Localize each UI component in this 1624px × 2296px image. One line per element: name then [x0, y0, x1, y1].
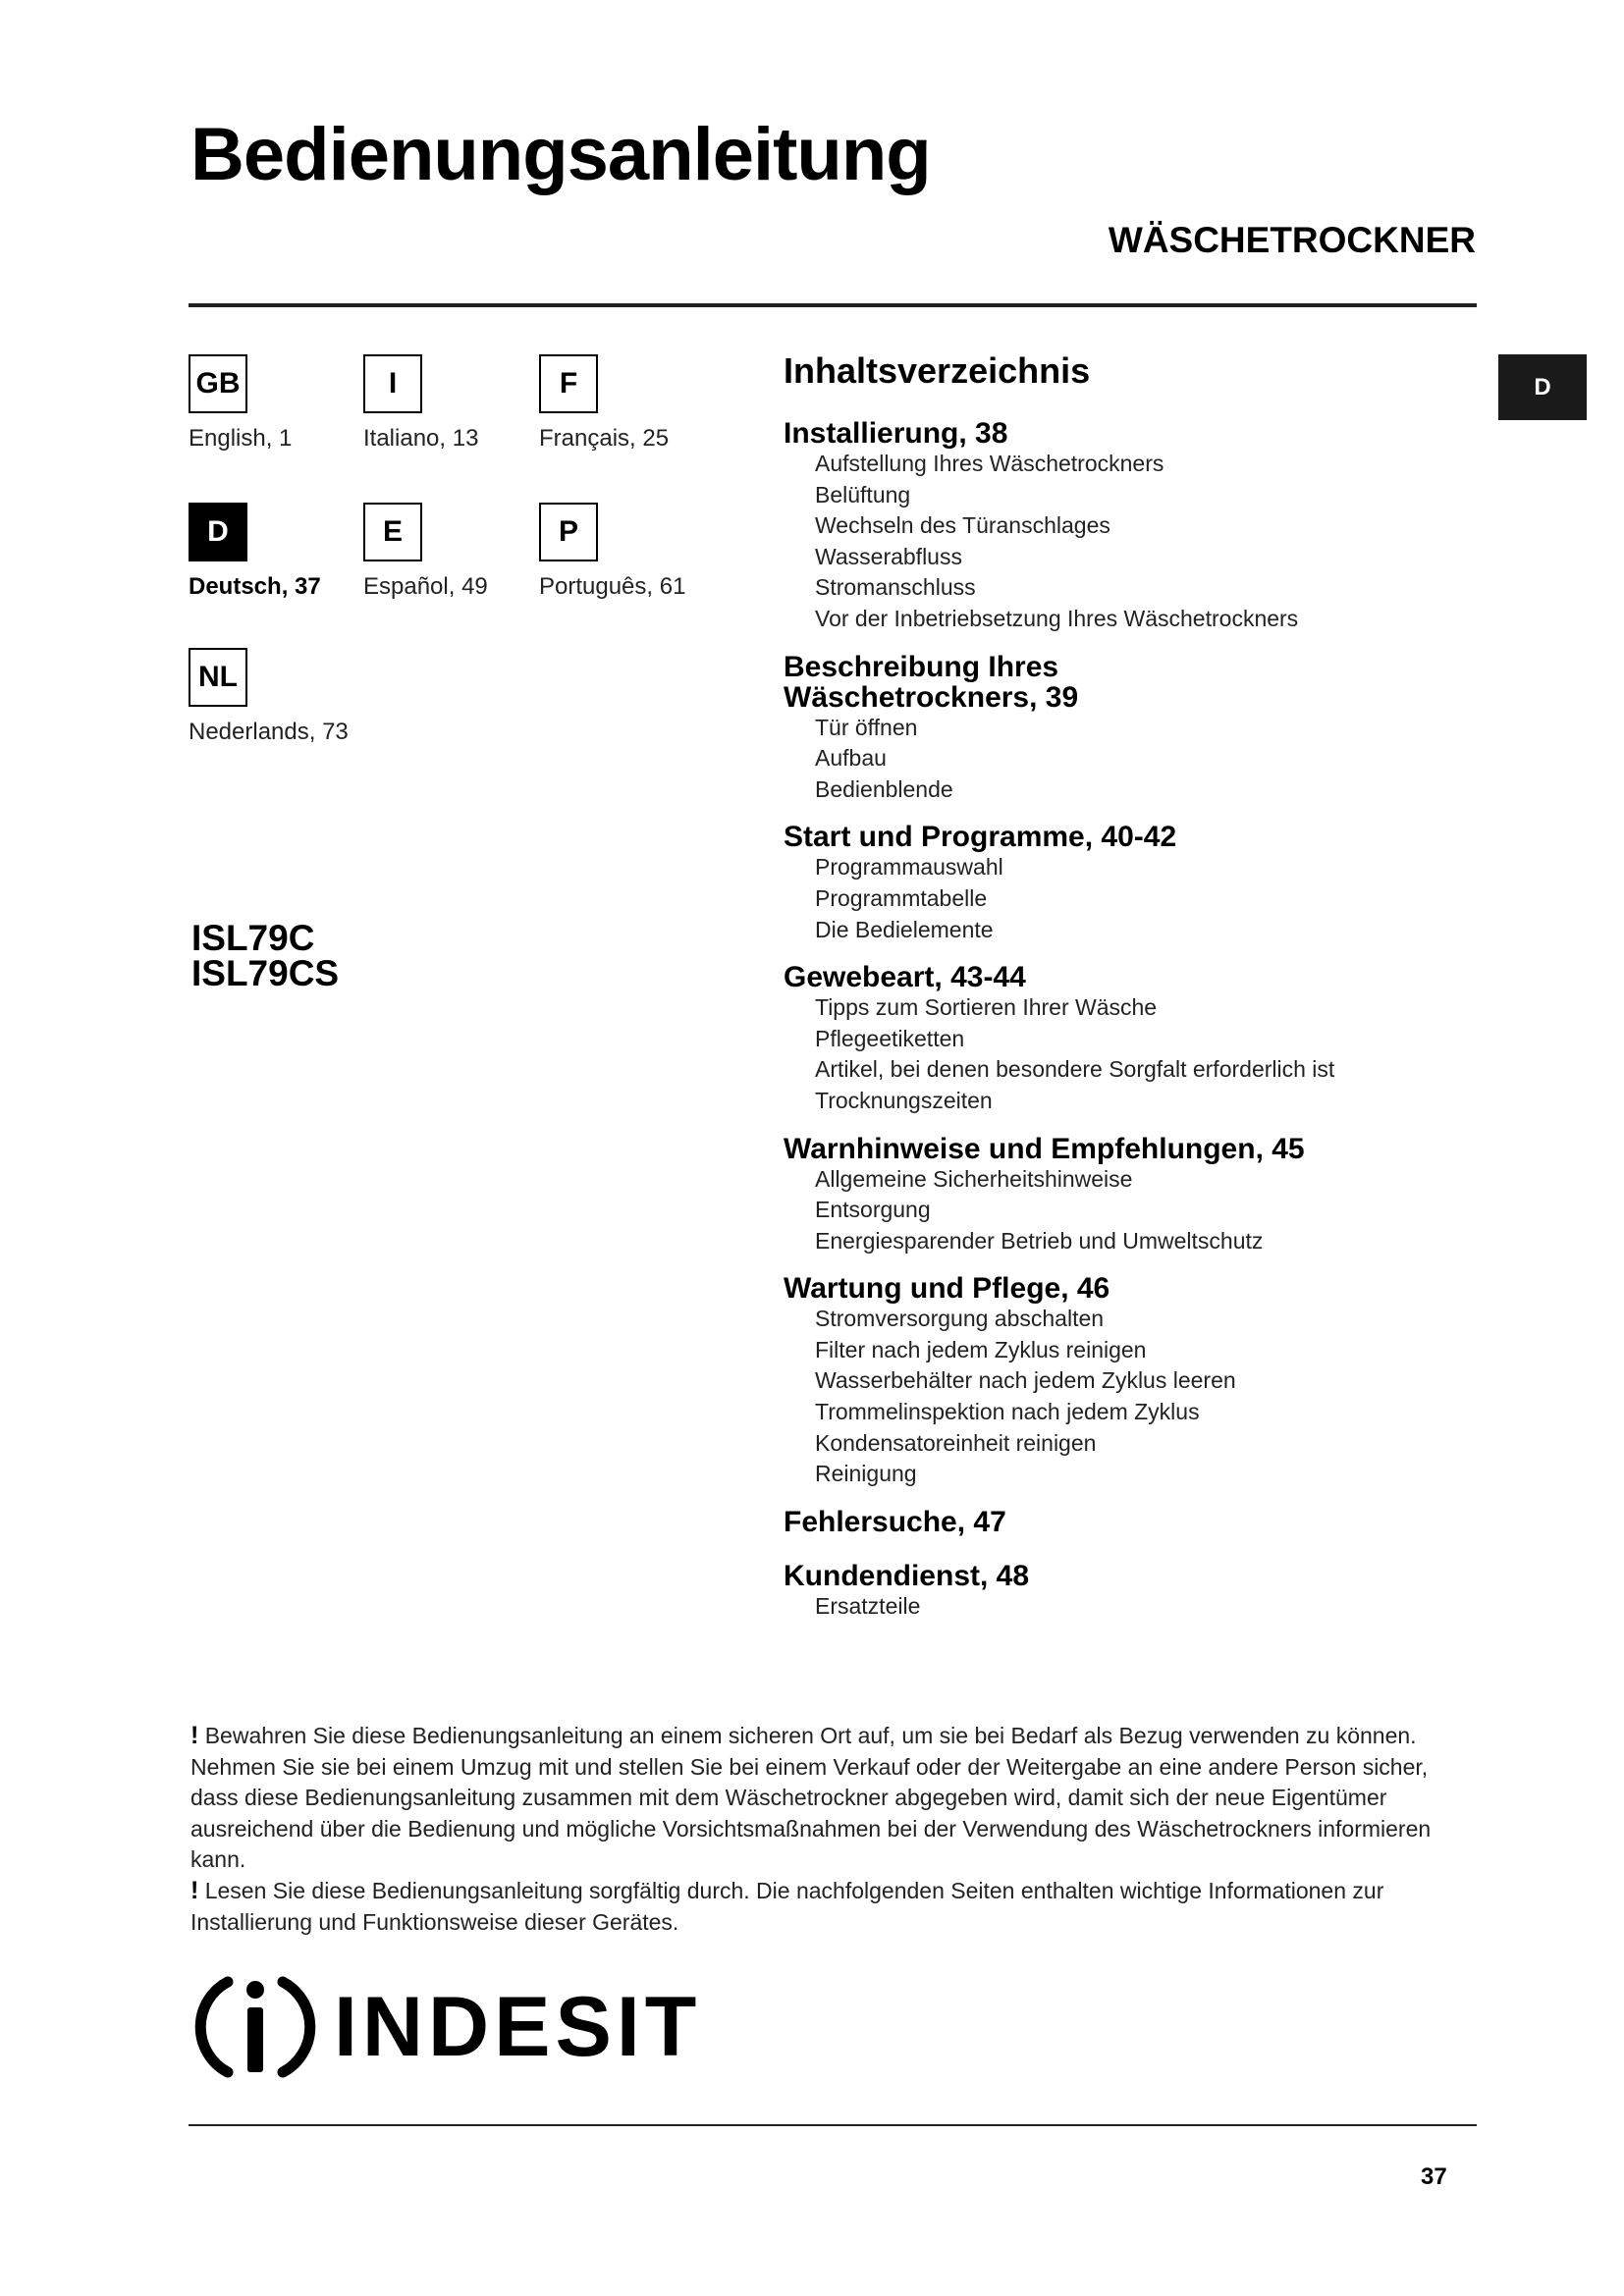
- toc-item[interactable]: Aufstellung Ihres Wäschetrockners: [815, 451, 1164, 476]
- toc-item[interactable]: Programmtabelle: [815, 884, 988, 911]
- language-label: English, 1: [189, 425, 293, 452]
- note-text: Bewahren Sie diese Bedienungsanleitung an einem sicheren Ort auf, um sie bei Bedarf als Bezug verwenden zu können. Nehmen Sie sie bei einem Umzug mit und stellen Sie bei einem Verkauf oder der Weitergabe an eine andere Person sicher, dass diese Bedienungsanleitung zusammen mit dem Wäschetrockner abgegeben wird, damit sich der neue Eigentümer ausreichend über die Bedienung und mögliche Vorsichtsmaßnahmen bei der Verwendung des Wäschetrockners informieren kann.: [190, 1723, 1432, 1873]
- bottom-divider: [189, 2124, 1477, 2126]
- toc-item[interactable]: Die Bedielemente: [815, 916, 994, 942]
- top-divider: [189, 303, 1477, 307]
- toc-item[interactable]: Vor der Inbetriebsetzung Ihres Wäschetrockners: [815, 605, 1299, 631]
- warning-mark: !: [190, 1722, 199, 1749]
- toc-item[interactable]: Filter nach jedem Zyklus reinigen: [815, 1336, 1147, 1362]
- toc-item[interactable]: Reinigung: [815, 1461, 917, 1487]
- language-option-nl[interactable]: [189, 648, 355, 746]
- language-option-pt[interactable]: [539, 503, 706, 601]
- language-option-de[interactable]: [189, 503, 355, 601]
- toc-section-title[interactable]: Beschreibung Ihres Wäschetrockners, 39: [784, 650, 1079, 714]
- language-option-fr[interactable]: [539, 354, 706, 453]
- toc-section: [784, 962, 1471, 1116]
- toc-section-title[interactable]: Gewebeart, 43-44: [784, 961, 1026, 994]
- toc-section-title[interactable]: Start und Programme, 40-42: [784, 821, 1177, 854]
- toc-item[interactable]: Tür öffnen: [815, 714, 918, 740]
- language-label: Français, 25: [539, 425, 670, 452]
- language-code-box: I: [363, 354, 422, 413]
- language-code-box: NL: [189, 648, 247, 707]
- toc-section: [784, 418, 1471, 635]
- toc-item[interactable]: Artikel, bei denen besondere Sorgfalt erforderlich ist: [815, 1056, 1335, 1083]
- model-numbers: [191, 918, 340, 993]
- toc-item[interactable]: Wasserbehälter nach jedem Zyklus leeren: [815, 1367, 1236, 1394]
- language-label: Português, 61: [539, 573, 686, 600]
- toc-item[interactable]: Aufbau: [815, 745, 887, 772]
- table-of-contents: [784, 349, 1471, 1638]
- toc-item[interactable]: Wechseln des Türanschlages: [815, 512, 1110, 539]
- language-code-box: D: [189, 503, 247, 561]
- toc-item[interactable]: Entsorgung: [815, 1197, 931, 1223]
- toc-section-title[interactable]: Installierung, 38: [784, 417, 1008, 450]
- brand-name: INDESIT: [334, 1979, 702, 2074]
- product-subtitle: WÄSCHETROCKNER: [1108, 220, 1476, 260]
- note-paragraph: [190, 1876, 1481, 1938]
- toc-section: [784, 1134, 1471, 1257]
- toc-item[interactable]: Allgemeine Sicherheitshinweise: [815, 1165, 1133, 1192]
- language-label: Español, 49: [363, 573, 488, 600]
- toc-section: [784, 1561, 1471, 1623]
- toc-item[interactable]: Trocknungszeiten: [815, 1087, 993, 1113]
- toc-section-title[interactable]: Warnhinweise und Empfehlungen, 45: [784, 1132, 1305, 1165]
- language-code-box: P: [539, 503, 598, 561]
- language-code-box: E: [363, 503, 422, 561]
- toc-section: [784, 822, 1471, 945]
- language-label: Italiano, 13: [363, 425, 479, 452]
- toc-section-title[interactable]: Kundendienst, 48: [784, 1559, 1030, 1592]
- toc-item[interactable]: Stromanschluss: [815, 574, 976, 601]
- language-option-it[interactable]: [363, 354, 530, 453]
- language-code-box: GB: [189, 354, 247, 413]
- toc-section-title[interactable]: Wartung und Pflege, 46: [784, 1272, 1110, 1306]
- safety-notes: [190, 1721, 1481, 1938]
- toc-item[interactable]: Trommelinspektion nach jedem Zyklus: [815, 1399, 1200, 1425]
- toc-section: [784, 1507, 1471, 1537]
- toc-item[interactable]: Ersatzteile: [815, 1592, 921, 1619]
- toc-section: [784, 652, 1471, 806]
- language-label: Deutsch, 37: [189, 573, 321, 600]
- language-option-es[interactable]: [363, 503, 530, 601]
- toc-heading: Inhaltsverzeichnis: [784, 350, 1091, 391]
- toc-item[interactable]: Pflegeetiketten: [815, 1025, 965, 1051]
- brand-logo: [192, 1963, 701, 2091]
- page-title: Bedienungsanleitung: [190, 113, 931, 196]
- toc-section-title[interactable]: Fehlersuche, 47: [784, 1505, 1006, 1538]
- language-code-box: F: [539, 354, 598, 413]
- toc-item[interactable]: Kondensatoreinheit reinigen: [815, 1429, 1097, 1456]
- toc-item[interactable]: Stromversorgung abschalten: [815, 1306, 1105, 1332]
- toc-item[interactable]: Energiesparender Betrieb und Umweltschutz: [815, 1227, 1264, 1254]
- note-paragraph: [190, 1721, 1481, 1876]
- toc-item[interactable]: Tipps zum Sortieren Ihrer Wäsche: [815, 994, 1158, 1021]
- model-number: ISL79CS: [191, 953, 340, 993]
- language-option-gb[interactable]: [189, 354, 355, 453]
- toc-item[interactable]: Belüftung: [815, 481, 911, 507]
- page-number: 37: [1421, 2163, 1447, 2190]
- language-label: Nederlands, 73: [189, 719, 349, 745]
- warning-mark: !: [190, 1876, 199, 1904]
- toc-item[interactable]: Programmauswahl: [815, 854, 1003, 881]
- side-language-tab[interactable]: D: [1498, 354, 1587, 420]
- note-text: Lesen Sie diese Bedienungsanleitung sorgfältig durch. Die nachfolgenden Seiten enthalten wichtige Informationen zur Installierung und Funktionsweise dieser Gerätes.: [190, 1877, 1384, 1935]
- toc-section: [784, 1273, 1471, 1490]
- indesit-logo-icon: [192, 1964, 318, 2090]
- toc-item[interactable]: Wasserabfluss: [815, 543, 962, 569]
- toc-item[interactable]: Bedienblende: [815, 775, 953, 802]
- model-number: ISL79C: [191, 918, 315, 958]
